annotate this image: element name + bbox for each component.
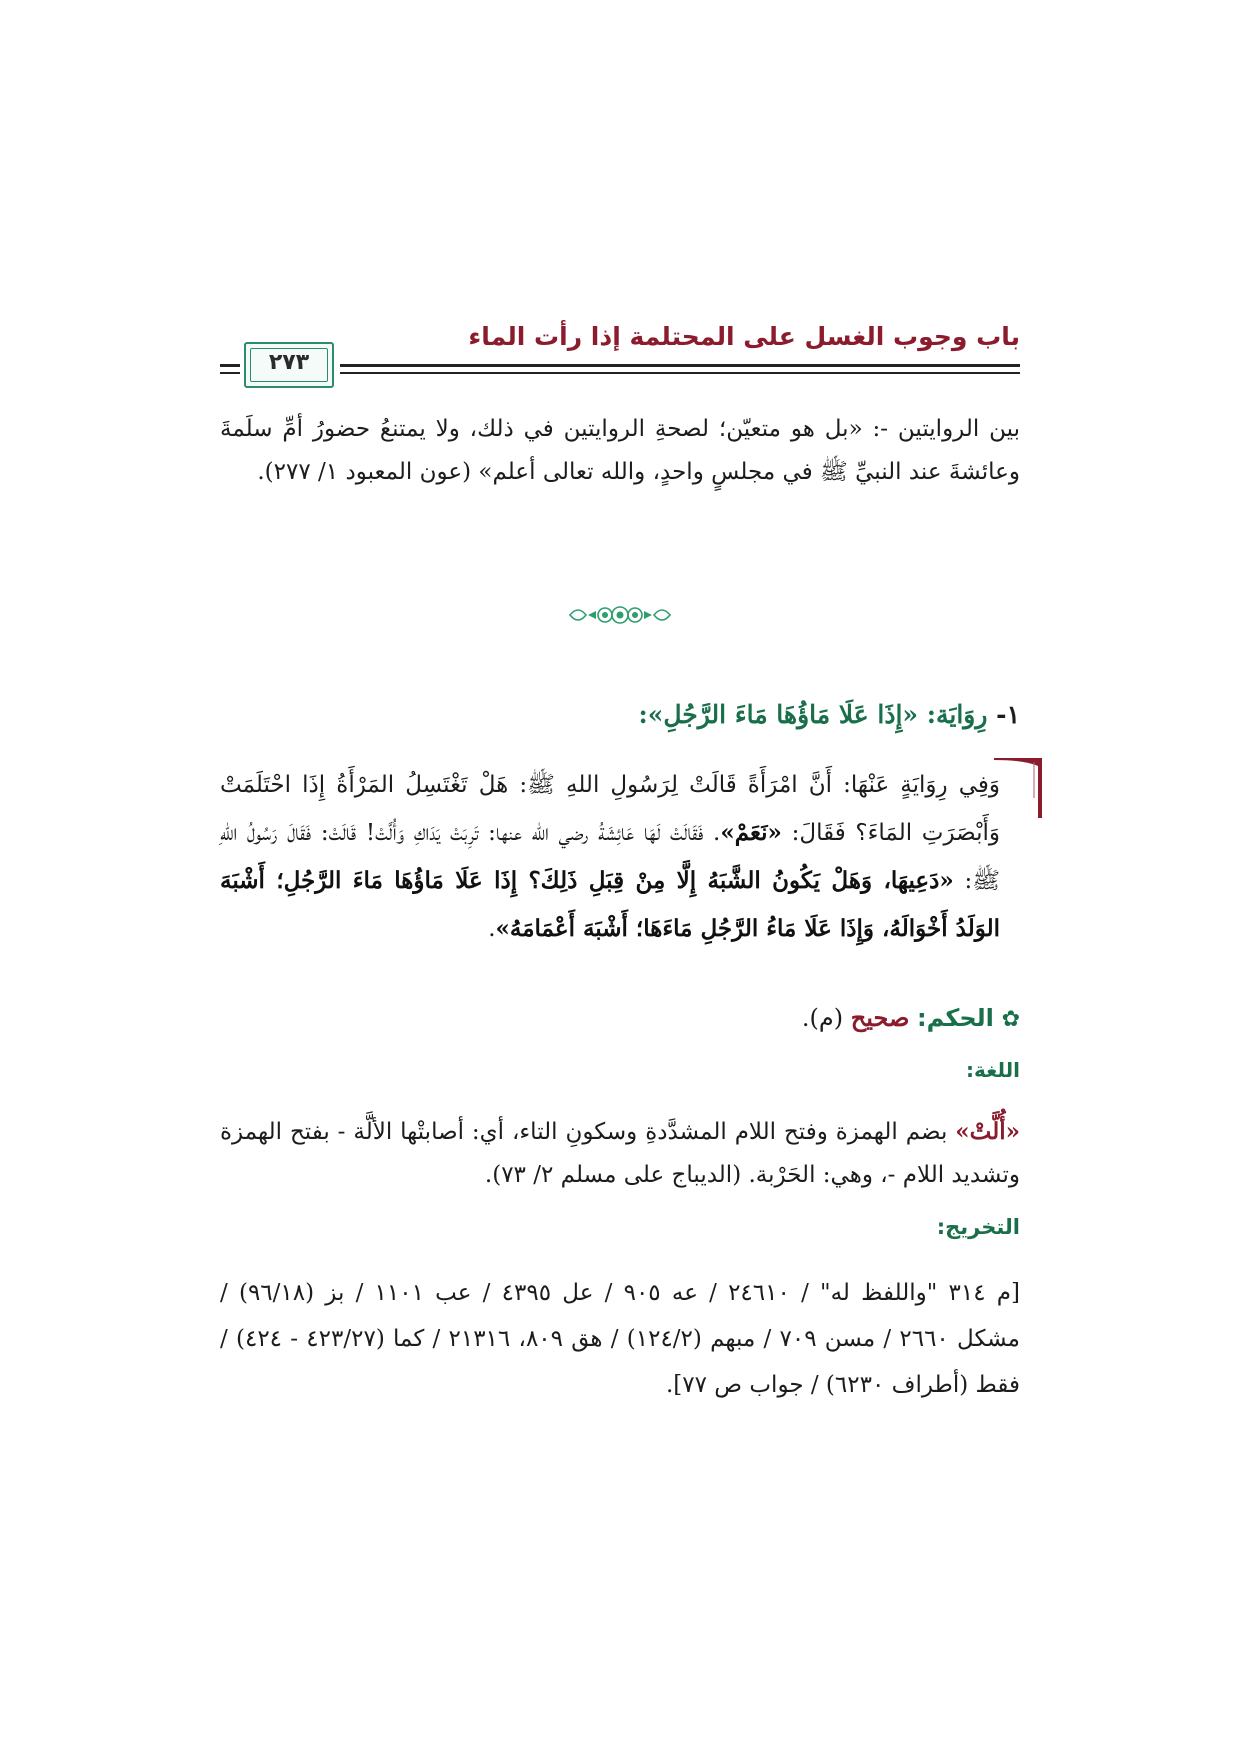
hadith-quote-2: «دَعِيهَا، وَهَلْ يَكُونُ الشَّبَهُ إِلَّا مِنْ قِبَلِ ذَلِكَ؟ إِذَا عَلَا مَاؤُهَا مَاءَ الرَّجُلِ؛ أَشْبَهَ الوَلَدُ أَخْوَالَهُ، وَإِذَا عَلَا مَاءُ الرَّجُلِ مَاءَهَا؛ أَشْبَهَ أَعْمَامَهُ» bbox=[220, 867, 1000, 942]
hadith-end: . bbox=[488, 916, 496, 942]
section-heading bbox=[639, 700, 1020, 729]
corner-ornament-icon bbox=[994, 758, 1042, 818]
header-rule-left-thin bbox=[220, 372, 240, 374]
ruling-line bbox=[802, 1003, 1020, 1032]
language-explanation: بضم الهمزة وفتح اللام المشدَّدةِ وسكونِ التاء، أي: أصابتْها الألَّة - بفتح الهمزة وتشديد اللام -، وهي: الحَرْبة. (الديباج على مسلم ٢/ ٧٣). bbox=[220, 1119, 1020, 1188]
ruling-source: (م). bbox=[801, 1004, 844, 1032]
hadith-part-1: وَفِي رِوَايَةٍ عَنْهَا: أَنَّ امْرَأَةً قَالَتْ لِرَسُولِ اللهِ ﷺ: هَلْ تَغْتَسِلُ المَرْأَةُ إِذَا احْتَلَمَتْ وَأَبْصَرَتِ المَاءَ؟ فَقَالَ: bbox=[220, 772, 1000, 846]
running-title: باب وجوب الغسل على المحتلمة إذا رأت الماء bbox=[468, 322, 1020, 351]
header-rule bbox=[340, 364, 1020, 367]
language-label: اللغة: bbox=[966, 1058, 1020, 1082]
header-rule-thin bbox=[340, 372, 1020, 374]
header-rule-left bbox=[220, 364, 240, 367]
page-number: ٢٧٣ bbox=[268, 350, 310, 375]
section-title: رِوَايَة: «إِذَا عَلَا مَاؤُهَا مَاءَ الرَّجُلِ»: bbox=[638, 700, 988, 729]
page-number-badge bbox=[244, 342, 334, 388]
ruling-label: الحكم: bbox=[917, 1004, 994, 1032]
language-paragraph bbox=[220, 1110, 1020, 1197]
hadith-text bbox=[220, 762, 1000, 953]
intro-paragraph: بين الروايتين -: «بل هو متعيّن؛ لصحةِ الروايتين في ذلك، ولا يمتنعُ حضورُ أمِّ سلَمةَ وعائشةَ عند النبيِّ ﷺ في مجلسٍ واحدٍ، والله تعالى أعلم» (عون المعبود ١/ ٢٧٧). bbox=[220, 416, 1020, 485]
flower-bullet-icon: ✿ bbox=[1001, 1007, 1020, 1032]
takhrij-paragraph: [م ٣١٤ "واللفظ له" / ٢٤٦١٠ / عه ٩٠٥ / عل ٤٣٩٥ / عب ١١٠١ / بز (٩٦/١٨) / مشكل ٢٦٦٠ / مسن ٧٠٩ / مبهم (١٢٤/٢) / هق ٨٠٩، ٢١٣١٦ / كما (٤٢٣/٢٧ - ٤٢٤) / فقط (أطراف ٦٢٣٠) / جواب ص ٧٧]. bbox=[220, 1280, 1020, 1398]
ruling-value: صحيح bbox=[850, 1003, 910, 1032]
hadith-quote-1: «نَعَمْ» bbox=[720, 819, 782, 846]
page-header bbox=[220, 312, 1020, 392]
floral-divider-icon bbox=[560, 600, 680, 630]
takhrij-label: التخريج: bbox=[936, 1215, 1020, 1239]
language-word: «أُلَّتْ» bbox=[955, 1118, 1020, 1145]
section-number: ١- bbox=[996, 700, 1020, 729]
hadith-part-2: . فَقَالَتْ لَهَا عَائِشَةُ رضي الله عنها: تَرِبَتْ يَدَاكِ وَأُلَّتْ! قَالَتْ: فَقَالَ رَسُولُ اللهِ ﷺ: bbox=[220, 820, 1000, 894]
